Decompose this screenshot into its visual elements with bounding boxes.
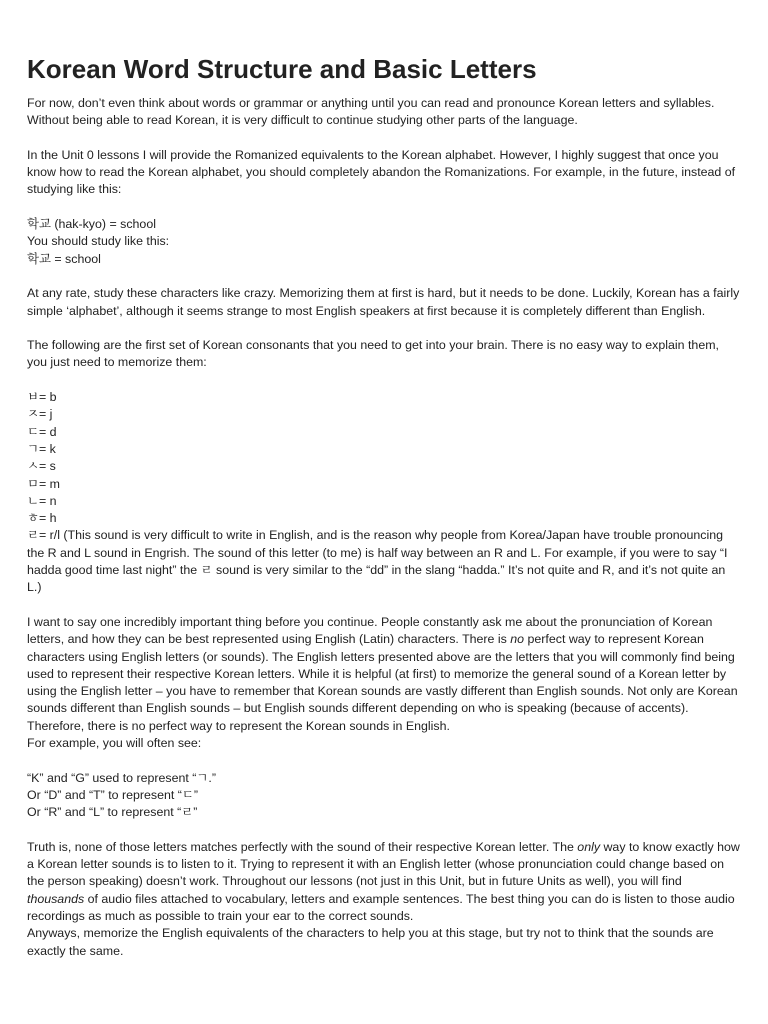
emphasis-thousands: thousands xyxy=(27,891,85,906)
emphasis-no: no xyxy=(510,632,525,647)
consonant-item: ㄱ= k xyxy=(27,441,56,456)
truth-text-middle: way to know exactly how a Korean letter sounds is to listen to it. Trying to represent it with an English letter (whose pronunciation could change based on the person speaking) doesn’t work. Throughout our lessons (not just in this Unit, but in future Units as well), you will find xyxy=(27,839,740,889)
pronunciation-text-end: perfect way to represent Korean characters using English letters (or sounds). The English letters presented above are the letters that you will commonly find being used to represent their respective Korean letters. While it is helpful (at first) to memorize the general sound of a Korean letter by using the English letter – you have to remember that Korean sounds are vastly different than English sounds. Not only are Korean sounds different than English sounds – but English sounds different depending on who is speaking (because of accents). Therefore, there is no perfect way to represent the Korean sounds in English. xyxy=(27,632,738,733)
intro-paragraph: For now, don’t even think about words or grammar or anything until you can read and pronounce Korean letters and syllables. Without being able to read Korean, it is very difficult to continue studying other parts of the language. xyxy=(27,96,715,128)
consonants-intro-paragraph: The following are the first set of Korean consonants that you need to get into your brain. There is no easy way to explain them, you just need to memorize them: xyxy=(27,338,719,370)
consonant-item: ㅂ= b xyxy=(27,390,57,405)
study-paragraph: At any rate, study these characters like crazy. Memorizing them at first is hard, but it needs to be done. Luckily, Korean has a fairly simple ‘alphabet’, although it seems strange to most English speakers at first because it is completely different than English. xyxy=(27,286,740,318)
truth-text-end: of audio files attached to vocabulary, letters and example sentences. The best thing you can do is listen to those audio recordings as much as possible to train your ear to the correct sounds. xyxy=(27,891,735,923)
example-block xyxy=(27,216,741,268)
consonant-list xyxy=(27,389,741,597)
emphasis-only: only xyxy=(577,839,601,854)
represent-example-item: Or “D” and “T” to represent “ㄷ” xyxy=(27,787,199,802)
pronunciation-paragraph xyxy=(27,614,741,752)
example-line-hangul: 학교 = school xyxy=(27,251,101,266)
truth-text-start: Truth is, none of those letters matches perfectly with the sound of their respective Korean letter. The xyxy=(27,839,578,854)
example-line-instead: You should study like this: xyxy=(27,234,170,249)
consonant-item: ㄷ= d xyxy=(27,424,57,439)
consonant-rieul-note: ㄹ= r/l (This sound is very difficult to write in English, and is the reason why people from Korea/Japan have trouble pronouncing the R and L sound in Engrish. The sound of this letter (to me) is half way between an R and L. For example, if you were to say “I hadda good time last night” the ㄹ sound is very similar to the “dd” in the slang “hadda.” It’s not quite and R, and it’s not quite an L.) xyxy=(27,528,728,595)
represent-example-item: Or “R” and “L” to represent “ㄹ” xyxy=(27,805,198,820)
consonant-item: ㅈ= j xyxy=(27,407,53,422)
consonant-item: ㄴ= n xyxy=(27,493,57,508)
consonant-item: ㅁ= m xyxy=(27,476,60,491)
page-title: Korean Word Structure and Basic Letters xyxy=(27,54,537,84)
example-line-romanized: 학교 (hak-kyo) = school xyxy=(27,217,156,232)
pronunciation-text-start: I want to say one incredibly important thing before you continue. People constantly ask me about the pronunciation of Korean letters, and how they can be best represented using English (Latin) characters. There is xyxy=(27,614,713,647)
consonant-item: ㅎ= h xyxy=(27,511,57,526)
represent-example-item: “K” and “G” used to represent “ㄱ.” xyxy=(27,770,216,785)
truth-last-line: Anyways, memorize the English equivalents of the characters to help you at this stage, but try not to think that the sounds are exactly the same. xyxy=(27,926,714,958)
represent-examples xyxy=(27,770,741,822)
consonant-item: ㅅ= s xyxy=(27,459,56,474)
truth-paragraph xyxy=(27,839,741,960)
pronunciation-see-line: For example, you will often see: xyxy=(27,735,202,750)
romanization-paragraph: In the Unit 0 lessons I will provide the Romanized equivalents to the Korean alphabet. However, I highly suggest that once you know how to read the Korean alphabet, you should completely abandon the Romanizations. For example, in the future, instead of studying like this: xyxy=(27,147,736,197)
